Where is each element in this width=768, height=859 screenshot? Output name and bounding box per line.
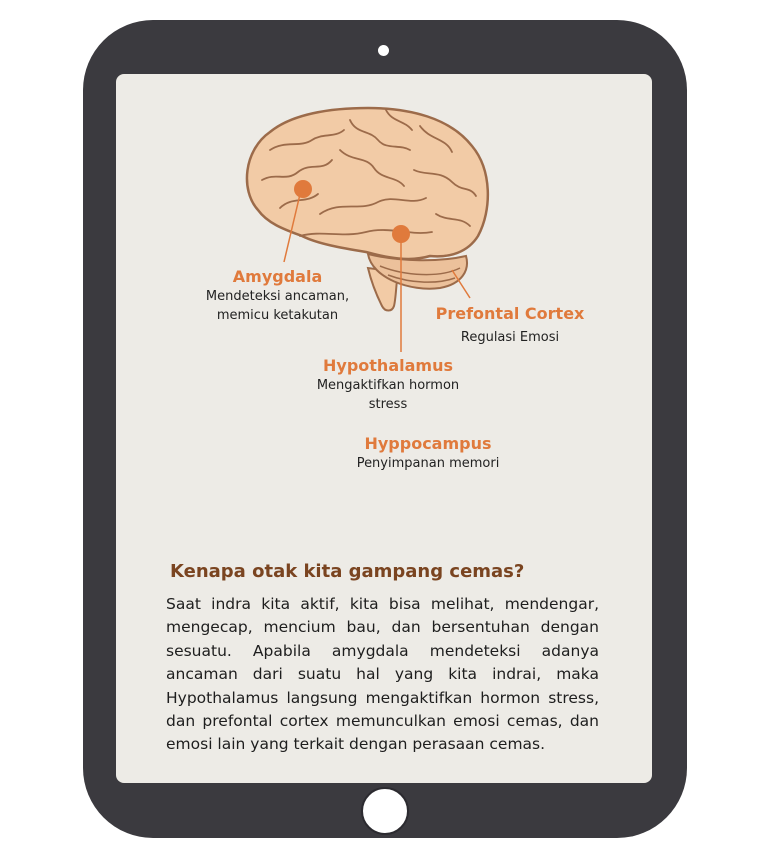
hippocampus-title: Hyppocampus (364, 434, 492, 453)
hypothalamus-label (298, 356, 478, 414)
hippocampus-label (338, 434, 518, 473)
hypothalamus-desc-line1: Mengaktifkan hormon (316, 378, 460, 393)
prefrontal-label (425, 304, 595, 347)
amygdala-title: Amygdala (232, 267, 323, 286)
section-body: Saat indra kita aktif, kita bisa melihat, mendengar, mengecap, mencium bau, dan bersentuhan dengan sesuatu. Apabila amygdala mendeteksi adanya ancaman dari suatu hal yang kita indrai, maka Hypothalamus langsung mengaktifkan hormon stress, dan prefontal cortex memunculkan emosi cemas, dan emosi lain yang terkait dengan perasaan cemas. (166, 595, 599, 754)
amygdala-desc-line1: Mendeteksi ancaman, (205, 289, 350, 304)
prefrontal-title: Prefontal Cortex (435, 304, 585, 323)
amygdala-desc-line2: memicu ketakutan (216, 308, 339, 323)
section-heading: Kenapa otak kita gampang cemas? (170, 561, 525, 582)
cerebrum (247, 108, 488, 259)
amygdala-label (190, 267, 365, 325)
amygdala-marker (294, 180, 312, 198)
hypothalamus-desc-line2: stress (368, 397, 408, 412)
prefrontal-desc: Regulasi Emosi (460, 330, 560, 345)
hypothalamus-title: Hypothalamus (323, 356, 453, 375)
hippocampus-desc: Penyimpanan memori (356, 456, 500, 471)
hypothalamus-marker (392, 225, 410, 243)
